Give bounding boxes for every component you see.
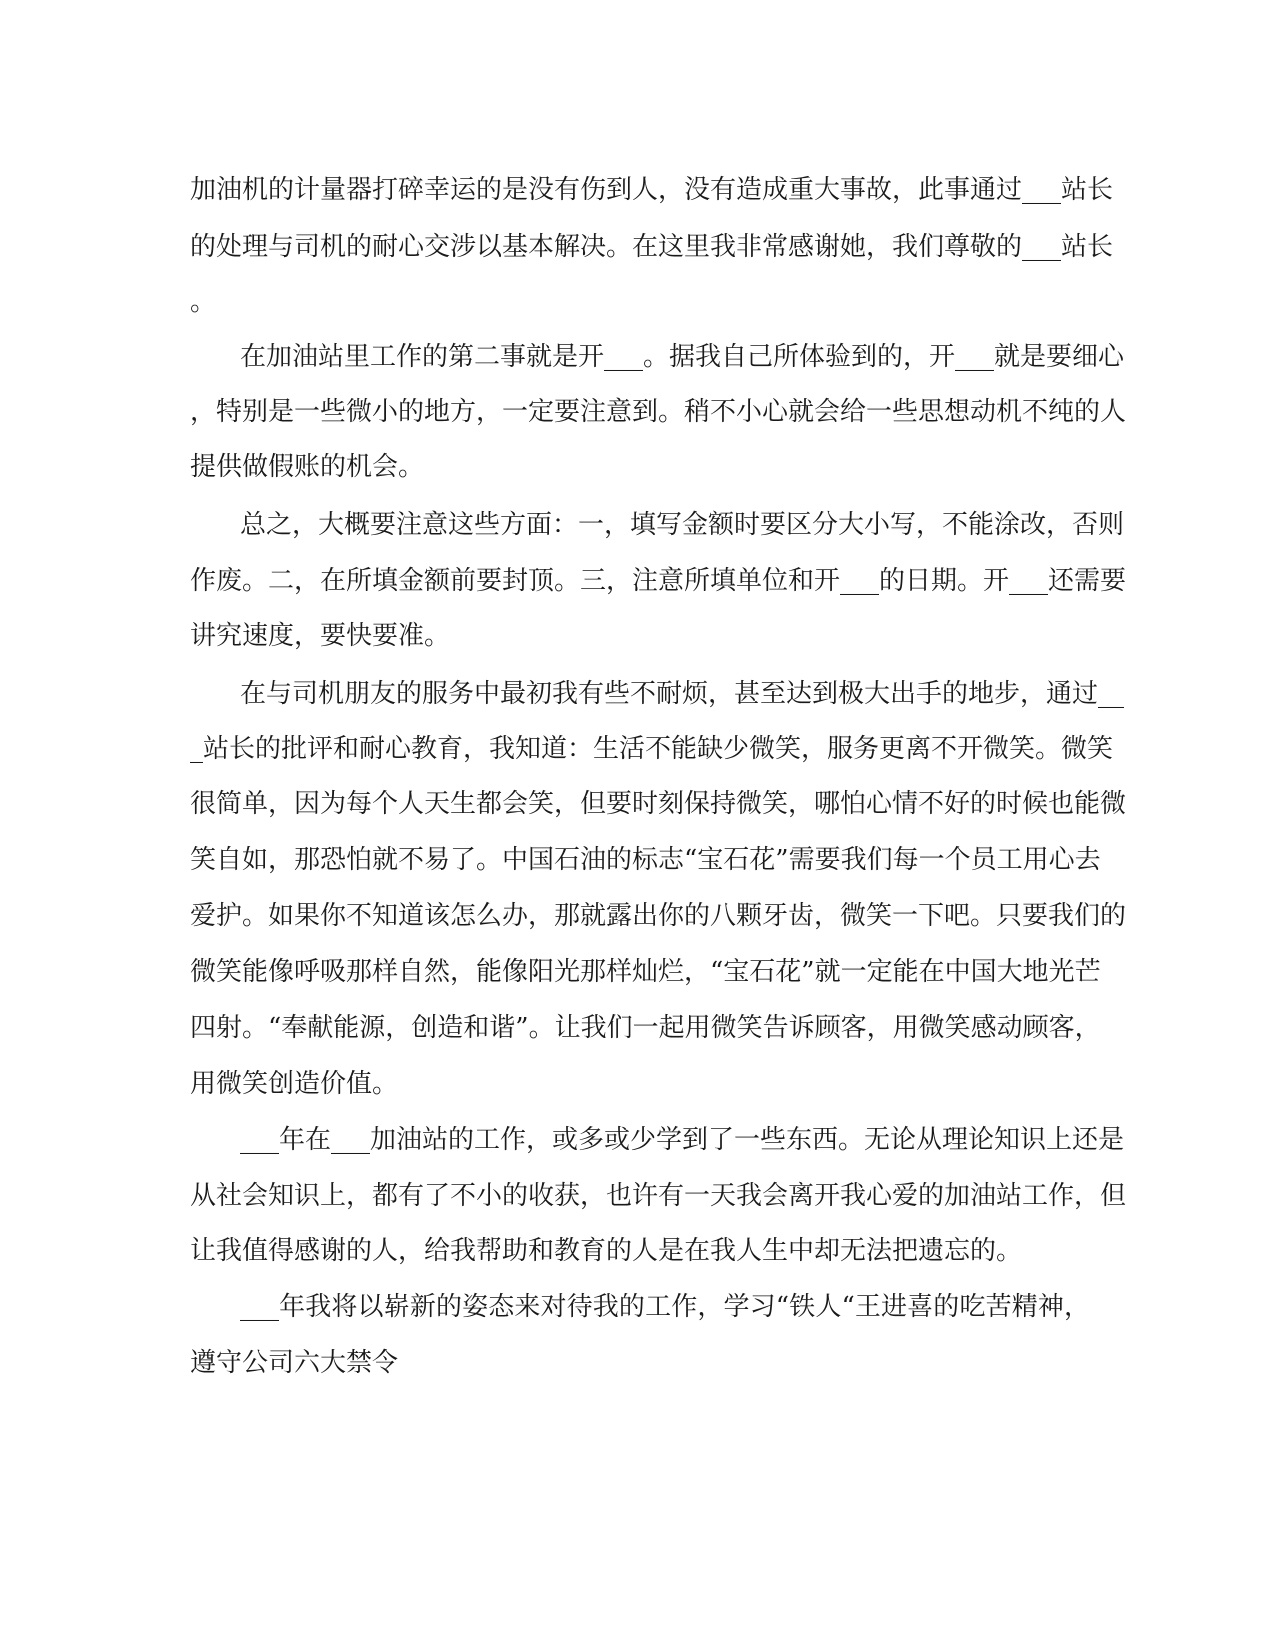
- text-line: 笑自如，那恐怕就不易了。中国石油的标志“宝石花”需要我们每一个员工用心去: [190, 845, 1101, 875]
- text-line: 让我值得感谢的人，给我帮助和教育的人是在我人生中却无法把遗忘的。: [190, 1236, 1023, 1266]
- text-line: 很简单，因为每个人天生都会笑，但要时刻保持微笑，哪怕心情不好的时候也能微: [190, 789, 1127, 819]
- text-line: 讲究速度，要快要准。: [190, 621, 451, 651]
- text-line: 从社会知识上，都有了不小的收获，也许有一天我会离开我心爱的加油站工作，但: [190, 1181, 1127, 1211]
- text-line: 。: [190, 287, 217, 317]
- text-line: 微笑能像呼吸那样自然，能像阳光那样灿烂，“宝石花”就一定能在中国大地光芒: [190, 957, 1101, 987]
- text-line: 提供做假账的机会。: [190, 452, 425, 482]
- text-line: 作废。二，在所填金额前要封顶。三，注意所填单位和开___的日期。开___还需要: [190, 566, 1127, 596]
- text-line: 遵守公司六大禁令: [190, 1348, 399, 1378]
- text-line: _站长的批评和耐心教育，我知道：生活不能缺少微笑，服务更离不开微笑。微笑: [190, 734, 1114, 764]
- paragraph-first-line: 在与司机朋友的服务中最初我有些不耐烦，甚至达到极大出手的地步，通过__: [240, 679, 1125, 709]
- text-line: 四射。“奉献能源，创造和谐”。让我们一起用微笑告诉顾客，用微笑感动顾客，: [190, 1013, 1101, 1043]
- text-line: 加油机的计量器打碎幸运的是没有伤到人，没有造成重大事故，此事通过___站长: [190, 175, 1114, 205]
- paragraph-first-line: ___年在___加油站的工作，或多或少学到了一些东西。无论从理论知识上还是: [240, 1125, 1125, 1155]
- paragraph-first-line: ___年我将以崭新的姿态来对待我的工作，学习“铁人“王进喜的吃苦精神，: [240, 1292, 1090, 1322]
- text-line: ，特别是一些微小的地方，一定要注意到。稍不小心就会给一些思想动机不纯的人: [190, 397, 1127, 427]
- text-line: 用微笑创造价值。: [190, 1069, 399, 1099]
- paragraph-first-line: 总之，大概要注意这些方面：一，填写金额时要区分大小写，不能涂改，否则: [240, 510, 1125, 540]
- paragraph-first-line: 在加油站里工作的第二事就是开___。据我自己所体验到的，开___就是要细心: [240, 342, 1125, 372]
- text-line: 的处理与司机的耐心交涉以基本解决。在这里我非常感谢她，我们尊敬的___站长: [190, 232, 1114, 262]
- text-line: 爱护。如果你不知道该怎么办，那就露出你的八颗牙齿，微笑一下吧。只要我们的: [190, 901, 1127, 931]
